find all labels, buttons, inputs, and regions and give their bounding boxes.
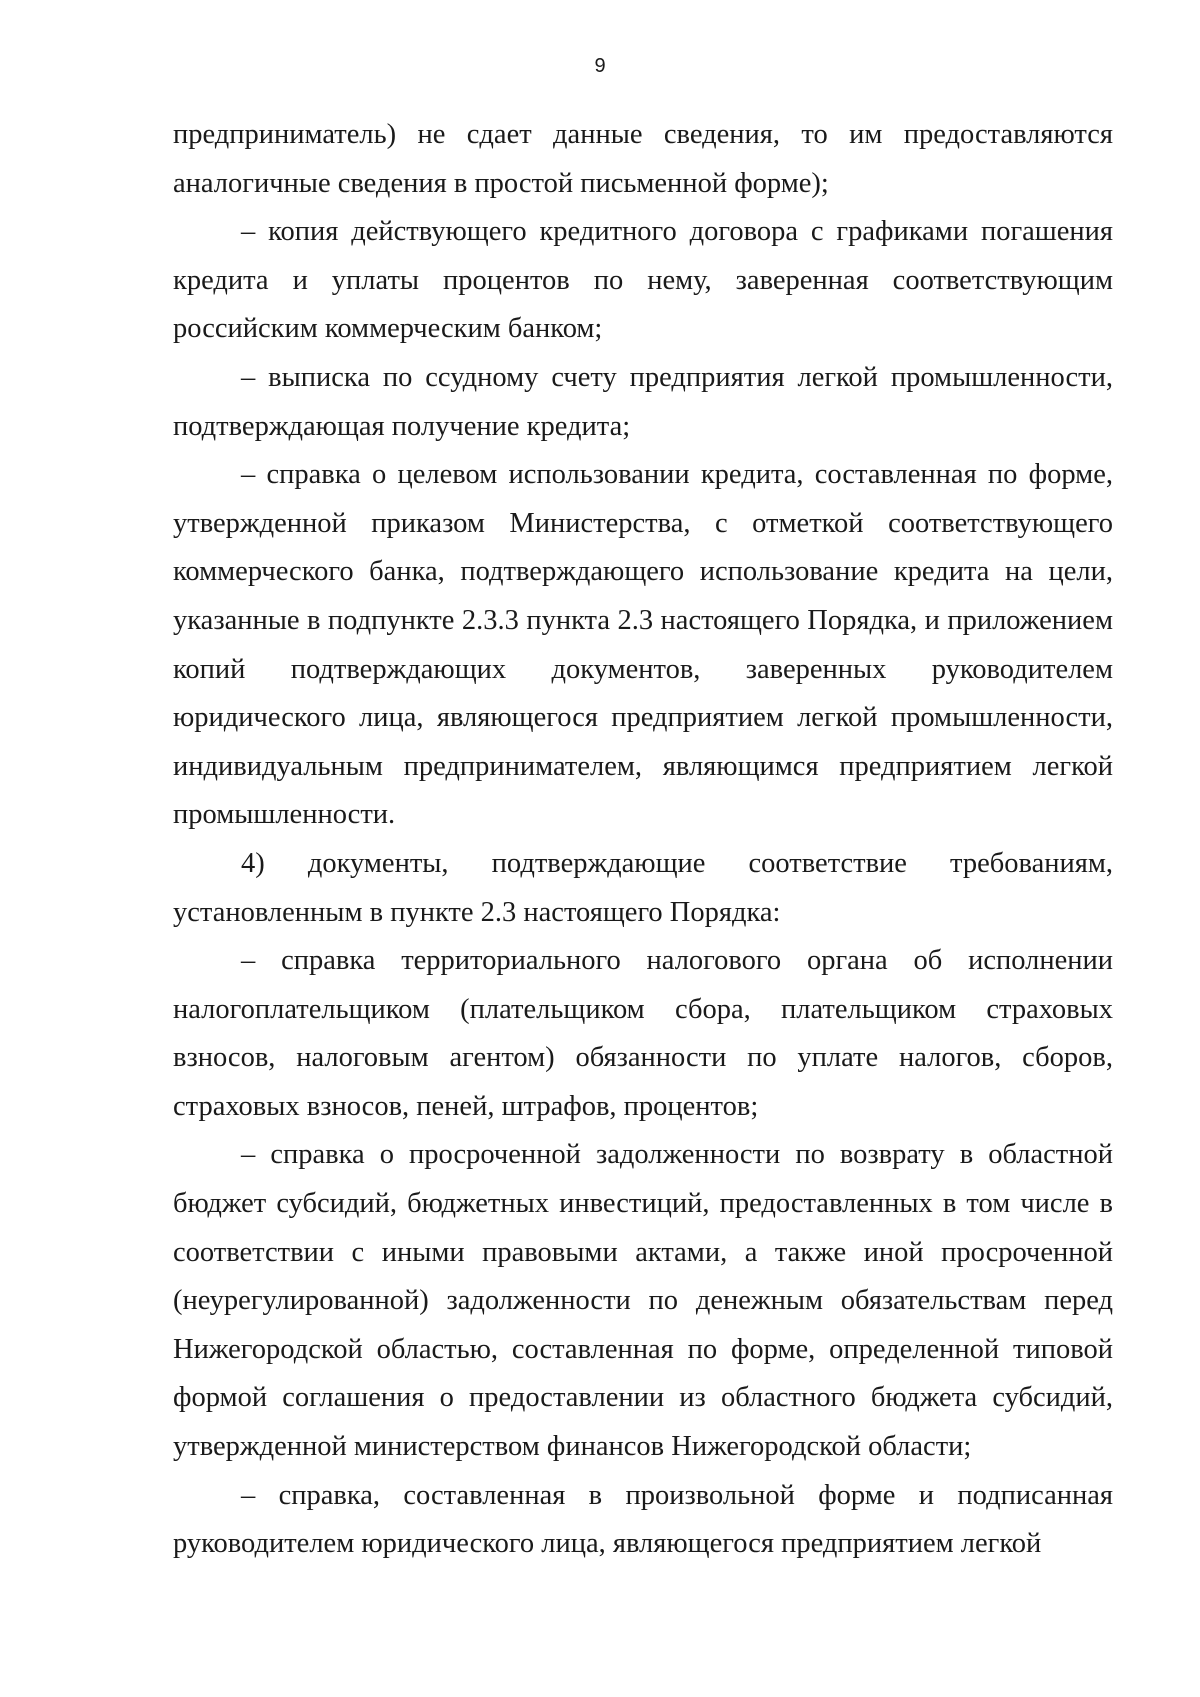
page-number: 9 (594, 55, 606, 77)
paragraph: – справка территориального налогового органа об исполнении налогоплательщиком (плательщиком сбора, плательщиком страховых взносов, налоговым агентом) обязанности по уплате налогов, сборов, страховых взносов, пеней, штрафов, процентов; (173, 945, 1113, 1122)
paragraph: 4) документы, подтверждающие соответствие требованиям, установленным в пункте 2.3 настоящего Порядка: (173, 847, 1113, 928)
paragraph: – справка о целевом использовании кредита, составленная по форме, утвержденной приказом Министерства, с отметкой соответствующего коммерческого банка, подтверждающего использование кредита на цели, указанные в подпункте 2.3.3 пункта 2.3 настоящего Порядка, и приложением копий подтверждающих документов, заверенных руководителем юридического лица, являющегося предприятием легкой промышленности, индивидуальным предпринимателем, являющимся предприятием легкой промышленности. (173, 459, 1113, 831)
paragraph: – справка, составленная в произвольной форме и подписанная руководителем юридического лица, являющегося предприятием легкой (173, 1479, 1113, 1560)
paragraph: – справка о просроченной задолженности по возврату в областной бюджет субсидий, бюджетных инвестиций, предоставленных в том числе в соответствии с иными правовыми актами, а также иной просроченной (неурегулированной) задолженности по денежным обязательствам перед Нижегородской областью, составленная по форме, определенной типовой формой соглашения о предоставлении из областного бюджета субсидий, утвержденной министерством финансов Нижегородской области; (173, 1139, 1113, 1463)
paragraph: – выписка по ссудному счету предприятия легкой промышленности, подтверждающая получение кредита; (173, 361, 1113, 442)
document-body (173, 111, 1113, 1569)
paragraph: – копия действующего кредитного договора с графиками погашения кредита и уплаты процентов по нему, заверенная соответствующим российским коммерческим банком; (173, 216, 1113, 345)
paragraph: предприниматель) не сдает данные сведения, то им предоставляются аналогичные сведения в простой письменной форме); (173, 119, 1113, 199)
